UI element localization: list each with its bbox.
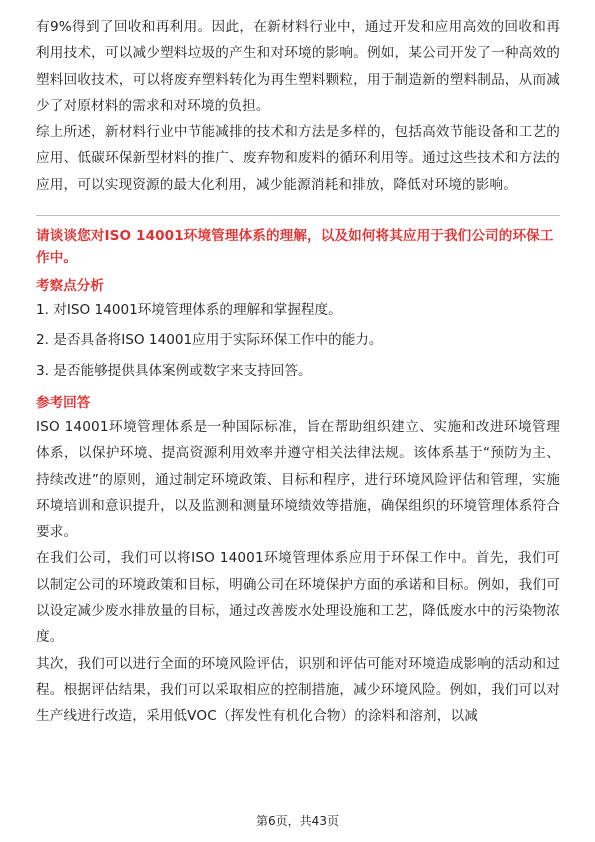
- intro-section: [36, 14, 560, 198]
- question-section: [36, 225, 560, 729]
- answer-body: [36, 414, 560, 730]
- question-title: 请谈谈您对ISO 14001环境管理体系的理解，以及如何将其应用于我们公司的环保工作中。: [36, 228, 554, 267]
- document-page: [36, 14, 560, 730]
- intro-paragraph: 综上所述，新材料行业中节能减排的技术和方法是多样的，包括高效节能设备和工艺的应用、低碳环保新型材料的推广、废弃物和废料的循环利用等。通过这些技术和方法的应用，可以实现资源的最大化利用，减少能源消耗和排放，降低对环境的影响。: [36, 124, 560, 193]
- answer-paragraph: 其次，我们可以进行全面的环境风险评估，识别和评估可能对环境造成影响的活动和过程。根据评估结果，我们可以采取相应的控制措施，减少环境风险。例如，我们可以对生产线进行改造，采用低VOC（挥发性有机化合物）的涂料和溶剂，以减: [36, 655, 560, 725]
- analysis-list: [36, 297, 560, 384]
- intro-paragraph: 有9%得到了回收和再利用。因此，在新材料行业中，通过开发和应用高效的回收和再利用技术，可以减少塑料垃圾的产生和对环境的影响。例如，某公司开发了一种高效的塑料回收技术，可以将废弃塑料转化为再生塑料颗粒，用于制造新的塑料制品，从而减少了对原材料的需求和对环境的负担。: [36, 19, 560, 114]
- answer-heading: 参考回答: [36, 394, 91, 411]
- page-footer: [0, 812, 595, 829]
- section-divider: [36, 215, 560, 216]
- page-number: 第6页，共43页: [256, 814, 339, 828]
- answer-paragraph: ISO 14001环境管理体系是一种国际标准，旨在帮助组织建立、实施和改进环境管理体系，以保护环境、提高资源利用效率并遵守相关法律法规。该体系基于“预防为主、持续改进”的原则，通过制定环境政策、目标和程序，进行环境风险评估和管理，实施环境培训和意识提升，以及监测和测量环境绩效等措施，确保组织的环境管理体系符合要求。: [36, 418, 560, 541]
- analysis-list-item: 3. 是否能够提供具体案例或数字来支持回答。: [36, 362, 312, 379]
- analysis-list-item: 1. 对ISO 14001环境管理体系的理解和掌握程度。: [36, 302, 342, 319]
- analysis-heading: 考察点分析: [36, 278, 104, 295]
- analysis-list-item: 2. 是否具备将ISO 14001应用于实际环保工作中的能力。: [36, 332, 383, 349]
- answer-paragraph: 在我们公司，我们可以将ISO 14001环境管理体系应用于环保工作中。首先，我们可以制定公司的环境政策和目标，明确公司在环境保护方面的承诺和目标。例如，我们可以设定减少废水排放量的目标，通过改善废水处理设施和工艺，降低废水中的污染物浓度。: [36, 550, 560, 646]
